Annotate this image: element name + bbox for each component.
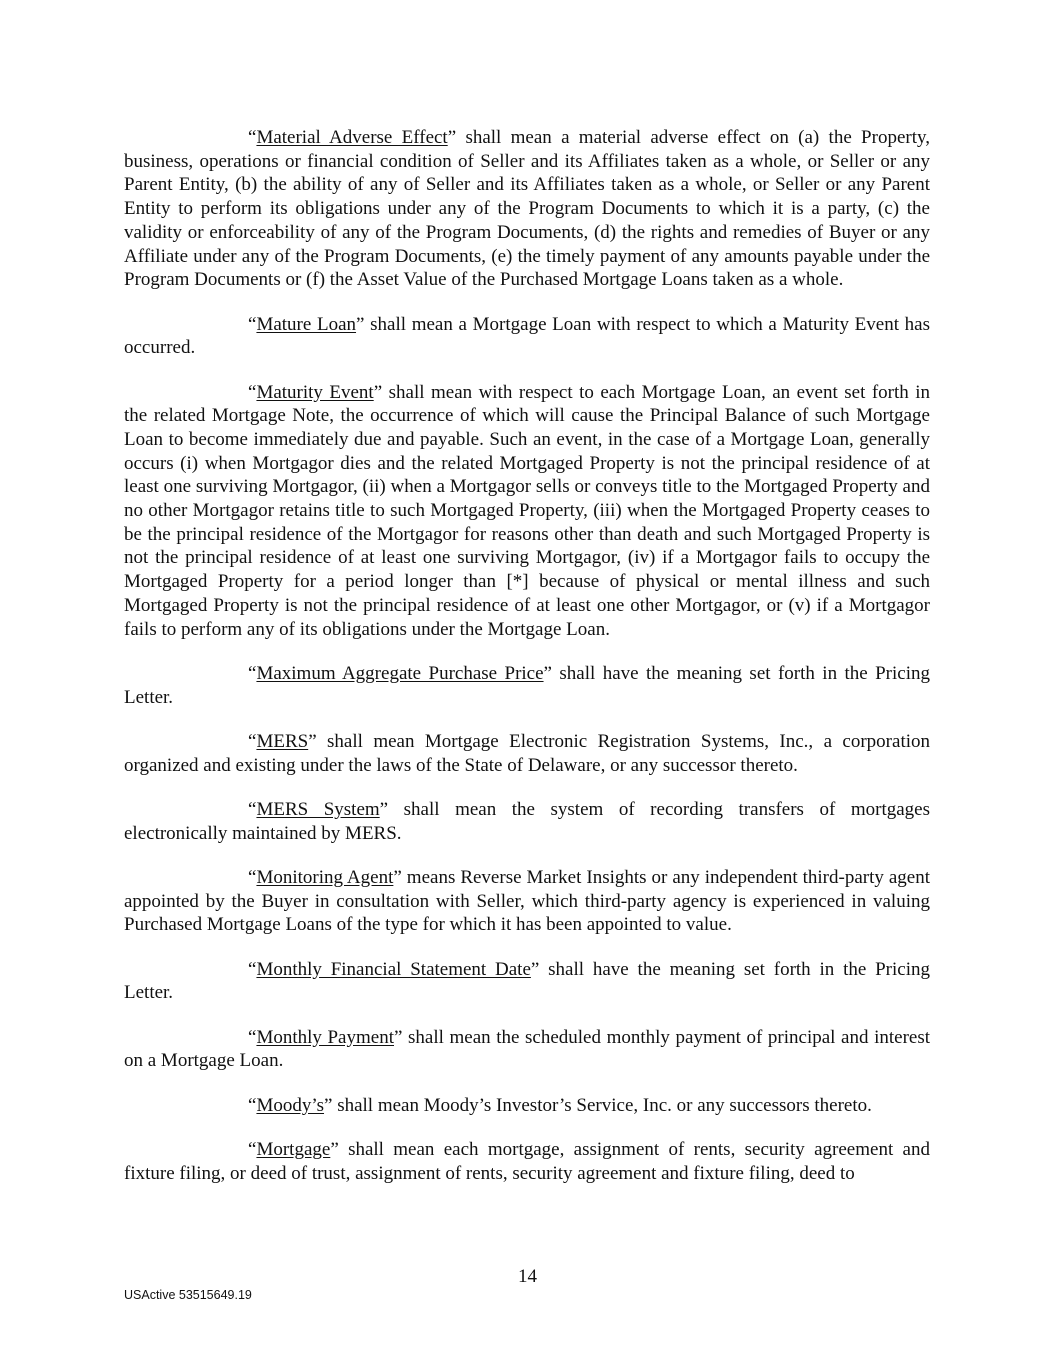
definition-paragraph <box>124 662 930 709</box>
defined-term: Monitoring Agent <box>256 866 394 888</box>
definition-paragraph <box>124 798 930 845</box>
definition-paragraph <box>124 1138 930 1185</box>
definition-paragraph <box>124 866 930 937</box>
definition-paragraph <box>124 1094 930 1118</box>
defined-term: Material Adverse Effect <box>256 127 448 148</box>
defined-term: MERS System <box>256 798 380 820</box>
defined-term: Mortgage <box>256 1138 331 1160</box>
definition-text: ” shall have the meaning set forth in the Pricing Letter. <box>124 662 930 708</box>
definition-text: ” shall mean the scheduled monthly payment of principal and interest on a Mortgage Loan. <box>124 1026 931 1072</box>
open-quote: “ <box>248 730 257 752</box>
open-quote: “ <box>248 662 257 684</box>
definition-text: ” means Reverse Market Insights or any independent third-party agent appointed by the Buyer in consultation with Seller, which third-party agency is experienced in valuing Purchased Mortgage Loans of the type for which it has been appointed to value. <box>124 866 930 936</box>
definition-text: ” shall mean with respect to each Mortgage Loan, an event set forth in the related Mortgage Note, the occurrence of which will cause the Principal Balance of such Mortgage Loan to become immediately due and payable. Such an event, in the case of a Mortgage Loan, generally occurs (i) when Mortgagor dies and the related Mortgaged Property is not the principal residence of at least one surviving Mortgagor, (ii) when a Mortgagor sells or conveys title to the Mortgaged Property and no other Mortgagor retains title to such Mortgaged Property, (iii) when the Mortgaged Property ceases to be the principal residence of the Mortgagor for reasons other than death and such Mortgaged Property is not the principal residence of at least one surviving Mortgagor, (iv) if a Mortgagor fails to occupy the Mortgaged Property for a period longer than [*] because of physical or mental illness and such Mortgaged Property is not the principal residence of at least one other Mortgagor, or (v) if a Mortgagor fails to perform any of its obligations under the Mortgage Loan. <box>124 381 930 640</box>
open-quote: “ <box>248 798 257 820</box>
open-quote: “ <box>248 1026 257 1048</box>
definition-paragraph <box>124 730 930 777</box>
open-quote: “ <box>248 381 257 403</box>
open-quote: “ <box>248 127 257 148</box>
definition-text: ” shall mean the system of recording transfers of mortgages electronically maintained by MERS. <box>124 798 930 844</box>
document-id: USActive 53515649.19 <box>124 1288 252 1302</box>
definition-paragraph <box>124 313 930 360</box>
open-quote: “ <box>248 866 257 888</box>
open-quote: “ <box>248 1138 257 1160</box>
open-quote: “ <box>248 1094 257 1116</box>
definition-text: ” shall have the meaning set forth in the Pricing Letter. <box>124 958 930 1004</box>
definition-text: ” shall mean Moody’s Investor’s Service, Inc. or any successors thereto. <box>324 1094 872 1116</box>
defined-term: Maturity Event <box>256 381 374 403</box>
definition-text: ” shall mean each mortgage, assignment of rents, security agreement and fixture filing, or deed of trust, assignment of rents, security agreement and fixture filing, deed to <box>124 1138 930 1184</box>
definition-paragraph <box>124 381 930 642</box>
open-quote: “ <box>248 313 257 335</box>
definition-text: ” shall mean Mortgage Electronic Registration Systems, Inc., a corporation organized and existing under the laws of the State of Delaware, or any successor thereto. <box>124 730 930 776</box>
defined-term: Monthly Payment <box>256 1026 394 1048</box>
defined-term: Monthly Financial Statement Date <box>256 958 531 980</box>
defined-term: Maximum Aggregate Purchase Price <box>256 662 544 684</box>
open-quote: “ <box>248 958 257 980</box>
defined-term: MERS <box>256 730 309 752</box>
definition-paragraph <box>124 126 930 292</box>
document-body <box>124 126 930 1206</box>
definition-text: ” shall mean a Mortgage Loan with respect to which a Maturity Event has occurred. <box>124 313 930 359</box>
defined-term: Mature Loan <box>256 313 357 335</box>
definition-paragraph <box>124 1026 930 1073</box>
definition-paragraph <box>124 958 930 1005</box>
defined-term: Moody’s <box>256 1094 325 1116</box>
definition-text: ” shall mean a material adverse effect on (a) the Property, business, operations or financial condition of Seller and its Affiliates taken as a whole, or Seller or any Parent Entity, (b) the ability of any of Seller and its Affiliates taken as a whole, or Seller or any Parent Entity to perform its obligations under any of the Program Documents to which it is a party, (c) the validity or enforceability of any of the Program Documents, (d) the rights and remedies of Buyer or any Affiliate under any of the Program Documents, (e) the timely payment of any amounts payable under the Program Documents or (f) the Asset Value of the Purchased Mortgage Loans taken as a whole. <box>124 127 930 291</box>
page-number: 14 <box>518 1266 537 1287</box>
